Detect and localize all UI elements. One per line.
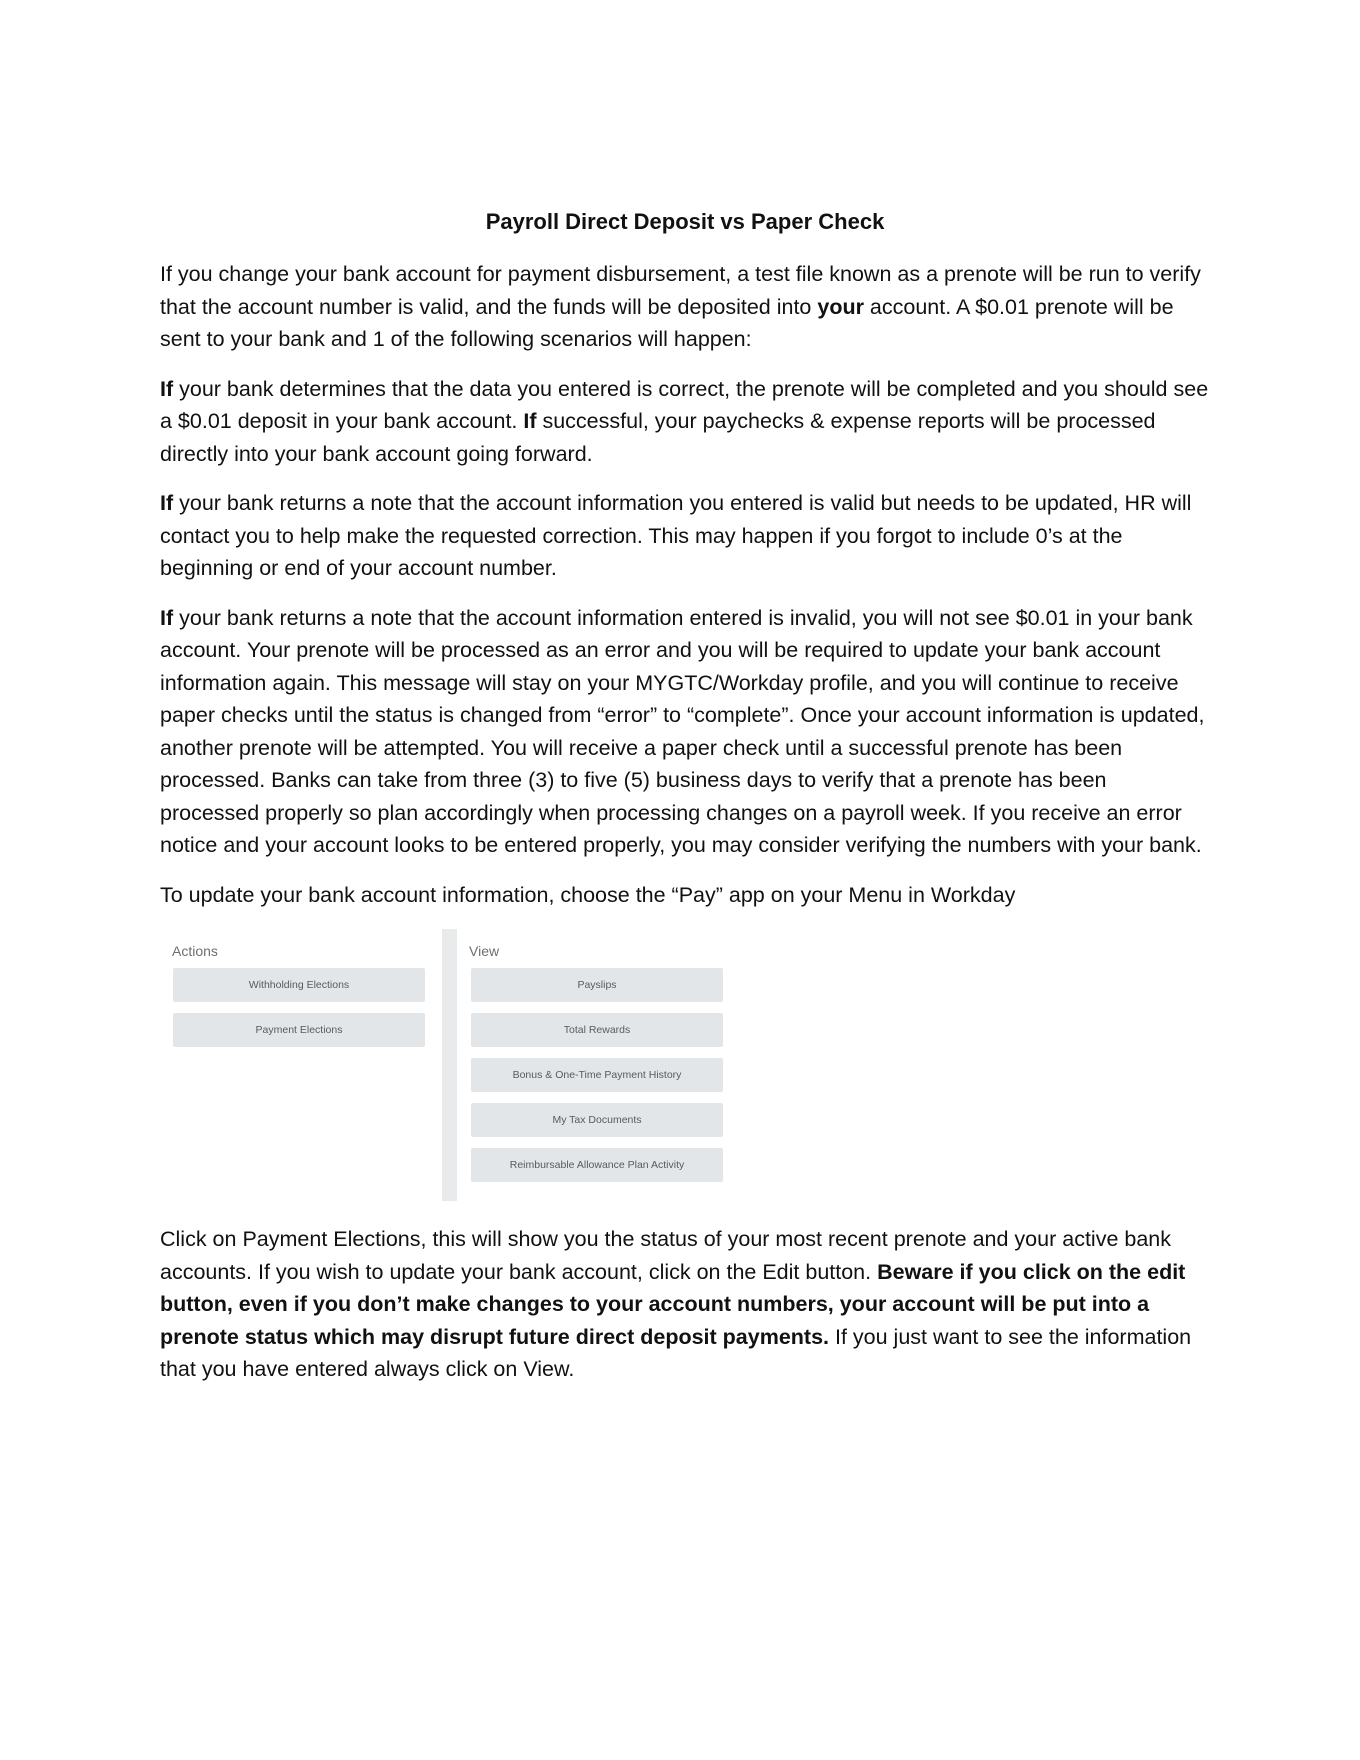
payment-elections-paragraph	[160, 1223, 1210, 1386]
page-title: Payroll Direct Deposit vs Paper Check	[485, 209, 885, 234]
scenario-if-1: If	[160, 376, 174, 401]
scenario-correct-paragraph	[160, 373, 1210, 471]
scenario-invalid-text: your bank returns a note that the account information entered is invalid, you will not see $0.01 in your bank account. Your prenote will be processed as an error and you will be required to update your bank account information again. This message will stay on your MYGTC/Workday profile, and you will continue to receive paper checks until the status is changed from “error” to “complete”. Once your account information is updated, another prenote will be attempted. You will receive a paper check until a successful prenote has been processed. Banks can take from three (3) to five (5) business days to verify that a prenote has been processed properly so plan accordingly when processing changes on a payroll week. If you receive an error notice and your account looks to be entered properly, you may consider verifying the numbers with your bank.	[160, 605, 1205, 857]
payment-elections-text-1: Click on Payment Elections, this will show you the status of your most recent prenote and your active bank accounts. If you wish to update your bank account, click on the Edit button.	[160, 1227, 1171, 1284]
payslips-button[interactable]: Payslips	[471, 968, 723, 1002]
view-heading: View	[469, 943, 500, 959]
scenario-correct-text-2: successful, your paychecks & expense reports will be processed directly into your bank account going forward.	[160, 409, 1156, 466]
scenario-invalid-paragraph	[160, 602, 1210, 862]
scenario-update-text: your bank returns a note that the account information you entered is valid but needs to be updated, HR will contact you to help make the requested correction. This may happen if you forgot to include 0’s at the beginning or end of your account number.	[160, 491, 1192, 580]
my-tax-documents-button[interactable]: My Tax Documents	[471, 1103, 723, 1137]
scenario-update-paragraph	[160, 487, 1210, 585]
actions-heading: Actions	[172, 943, 218, 959]
intro-emphasis: your	[817, 294, 864, 319]
intro-paragraph	[160, 258, 1210, 356]
scenario-if-4: If	[160, 605, 174, 630]
edit-warning: Beware if you click on the edit button, even if you don’t make changes to your account numbers, your account will be put into a prenote status which may disrupt future direct deposit payments.	[160, 1259, 1186, 1349]
scenario-if-2: If	[523, 409, 537, 433]
scenario-correct-text-1: your bank determines that the data you entered is correct, the prenote will be completed and you should see a $0.01 deposit in your bank account.	[160, 376, 1209, 433]
reimbursable-allowance-button[interactable]: Reimbursable Allowance Plan Activity	[471, 1148, 723, 1182]
withholding-elections-button[interactable]: Withholding Elections	[173, 968, 425, 1002]
total-rewards-button[interactable]: Total Rewards	[471, 1013, 723, 1047]
column-divider	[442, 929, 457, 1201]
scenario-if-3: If	[160, 491, 174, 515]
workday-pay-panel	[160, 929, 740, 1201]
pay-app-instruction: To update your bank account information, choose the “Pay” app on your Menu in Workday	[160, 882, 1016, 907]
bonus-payment-history-button[interactable]: Bonus & One-Time Payment History	[471, 1058, 723, 1092]
document-page	[160, 208, 1210, 1403]
intro-text-1: If you change your bank account for payment disbursement, a test file known as a prenote will be run to verify that the account number is valid, and the funds will be deposited into	[160, 262, 1201, 319]
payment-elections-text-2: If you just want to see the information that you have entered always click on View.	[160, 1324, 1192, 1381]
intro-text-2: account. A $0.01 prenote will be sent to your bank and 1 of the following scenarios will happen:	[160, 294, 1174, 351]
payment-elections-button[interactable]: Payment Elections	[173, 1013, 425, 1047]
